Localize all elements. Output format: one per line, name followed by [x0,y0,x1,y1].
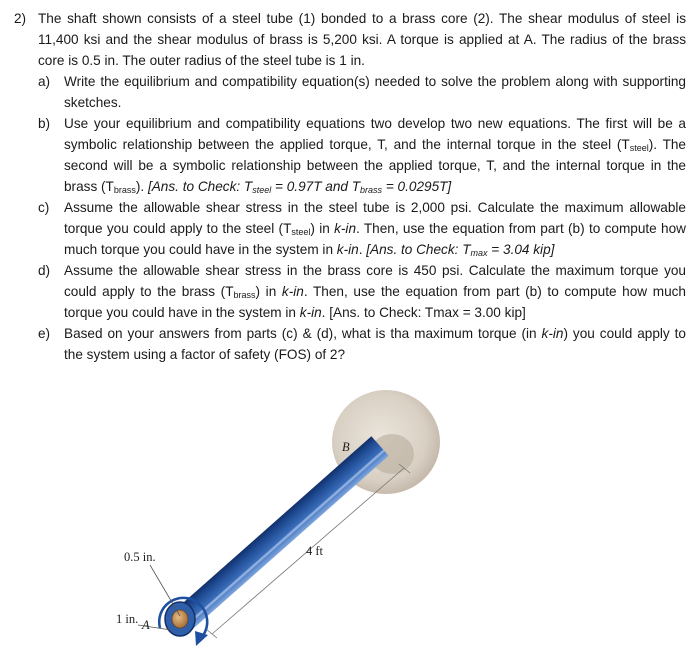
part-c-answer [366,242,554,257]
part-a-label: a) [38,74,51,89]
label-inner-radius: 0.5 in. [124,550,156,564]
part-b-answer-mid: = 0.97T and T [271,179,361,194]
subscript-brass: brass [233,290,256,300]
part-b-answer-pre: [Ans. to Check: T [147,179,253,194]
part-c-text-4: . [358,242,367,257]
end-face-a [165,602,195,636]
label-b: B [342,440,350,454]
label-length: 4 ft [306,544,324,558]
shaft-illustration [0,382,700,670]
part-c-answer-post: = 3.04 kip] [487,242,555,257]
subscript-steel: steel [291,227,311,237]
label-outer-radius: 1 in. [116,612,139,626]
part-d-text-3: . Then, use the equation from part (b) to compute how much torque you could have in the system in [64,284,686,320]
problem-parts [38,71,686,365]
part-c-text-3: . Then, use the equation from part (b) to compute how much torque you could have in the system in [64,221,686,257]
part-d [38,260,686,323]
part-e-text-1: Based on your answers from parts (c) & (d), what is tha maximum torque (in [64,326,542,341]
part-b-answer [148,179,451,194]
answer-subscript-brass: brass [360,185,383,195]
unit-k-in: k-in [334,221,357,236]
problem-2 [14,8,686,365]
unit-k-in: k-in [541,326,564,341]
part-a [38,71,686,113]
unit-k-in: k-in [299,305,322,320]
part-b [38,113,686,197]
label-a: A [142,618,150,632]
brass-core [172,610,188,628]
part-e-label: e) [38,326,51,341]
part-d-label: d) [38,263,51,278]
part-b-text-2: ). The second will be a symbolic relationship between the applied torque, T, and the internal torque in the brass (T [64,137,686,194]
part-c-text-2: ) in [310,221,335,236]
part-c [38,197,686,260]
part-c-answer-pre: [Ans. to Check: T [366,242,471,257]
length-dimension-tick-a [206,629,217,638]
unit-k-in: k-in [281,284,304,299]
part-e-text-2: ) you could apply to the system using a factor of safety (FOS) of 2? [64,326,686,362]
part-d-text-4: . [Ans. to Check: Tmax = 3.00 kip] [321,305,526,320]
problem-stem: The shaft shown consists of a steel tube (1) bonded to a brass core (2). The shear modulus of steel is 11,400 ksi and the shear modulus of brass is 5,200 ksi. A torque is applied at A. The radius of the brass core is 0.5 in. The outer radius of the steel tube is 1 in. [38,11,686,68]
part-b-text-3: ). [135,179,148,194]
part-c-label: c) [38,200,50,215]
part-e [38,323,686,365]
shaft-figure [0,382,700,670]
answer-subscript-max: max [470,248,488,258]
subscript-steel: steel [629,143,649,153]
part-d-text-1: Assume the allowable shear stress in the brass core is 450 psi. Calculate the maximum torque you could apply to the brass (T [64,263,686,299]
part-d-text-2: ) in [255,284,282,299]
subscript-brass: brass [113,185,136,195]
part-b-answer-post: = 0.0295T] [382,179,452,194]
part-c-text-1: Assume the allowable shear stress in the steel tube is 2,000 psi. Calculate the maximum allowable torque you could apply to the steel (T [64,200,686,236]
steel-tube [172,436,388,632]
part-b-text-1: Use your equilibrium and compatibility equations two develop two new equations. The first will be a symbolic relationship between the applied torque, T, and the internal torque in the steel (T [64,116,686,152]
problem-header [14,8,686,71]
unit-k-in: k-in [336,242,359,257]
problem-number: 2) [14,11,27,26]
part-a-text: Write the equilibrium and compatibility equation(s) needed to solve the problem along with supporting sketches. [64,74,686,110]
inner-radius-leader [150,565,180,616]
answer-subscript-steel: steel [252,185,272,195]
part-b-label: b) [38,116,51,131]
torque-arrowhead-icon [195,631,208,646]
